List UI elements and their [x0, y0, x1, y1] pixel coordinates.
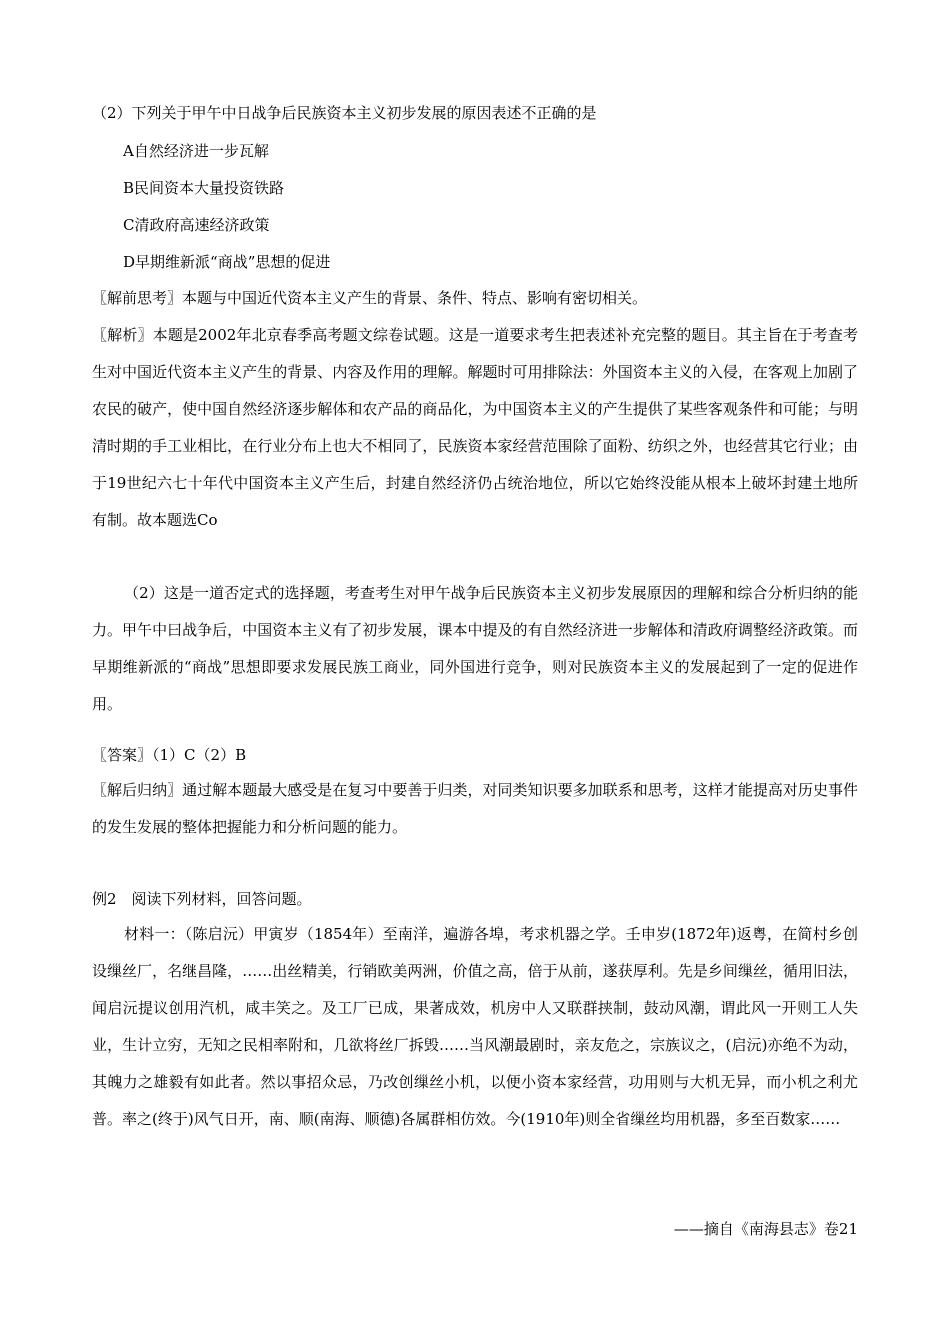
option-d: D早期维新派“商战”思想的促进	[123, 253, 331, 271]
option-a: A自然经济进一步瓦解	[123, 142, 269, 160]
post-summary: 〖解后归纳〗通过解本题最大感受是在复习中要善于归类，对同类知识要多加联系和思考，这样才能提高对历史事件的发生发展的整体把握能力和分析问题的能力。	[92, 781, 858, 836]
material-one: 材料一：（陈启沅）甲寅岁（1854年）至南洋，遍游各埠，考求机器之学。壬申岁(1872年)返粤，在简村乡创设缫丝厂，名继昌隆，……出丝精美，行销欧美两洲，价值之高，倍于从前，遂获厚利。先是乡间缫丝，循用旧法，闻启沅提议创用汽机，咸丰笑之。及工厂已成，果著成效，机房中人又联群挟制，鼓动风潮，谓此风一开则工人失业，生计立穷，无知之民相率附和，几欲将丝厂拆毁……当风潮最剧时，亲友危之，宗族议之，(启沅)亦绝不为动，其魄力之雄毅有如此者。然以事招众忌，乃改创缫丝小机，以便小资本家经营，功用则与大机无异，而小机之利尤普。率之(终于)风气日开，南、顺(南海、顺德)各属群相仿效。今(1910年)则全省缫丝均用机器，多至百数家……	[92, 925, 858, 1128]
option-b: B民间资本大量投资铁路	[123, 179, 285, 197]
question-stem: （2）下列关于甲午中日战争后民族资本主义初步发展的原因表述不正确的是	[92, 104, 597, 122]
analysis-part1: 〖解析〗本题是2002年北京春季高考题文综卷试题。这是一道要求考生把表述补充完整的题目。其主旨在于考查考生对中国近代资本主义产生的背景、内容及作用的理解。解题时可用排除法：外国资本主义的入侵，在客观上加剧了农民的破产，使中国自然经济逐步解体和农产品的商品化，为中国资本主义的产生提供了某些客观条件和可能；与明清时期的手工业相比，在行业分布上也大不相同了，民族资本家经营范围除了面粉、纺织之外，也经营其它行业；由于19世纪六七十年代中国资本主义产生后，封建自然经济仍占统治地位，所以它始终没能从根本上破坏封建土地所有制。故本题选Co	[92, 326, 858, 529]
pre-thinking: 〖解前思考〗本题与中国近代资本主义产生的背景、条件、特点、影响有密切相关。	[92, 289, 648, 307]
material-source: ——摘自《南海县志》卷21	[673, 1220, 858, 1238]
analysis-part2: （2）这是一道否定式的选择题，考查考生对甲午战争后民族资本主义初步发展原因的理解和综合分析归纳的能力。甲午中曰战争后，中国资本主义有了初步发展，课本中提及的有自然经济进一步解体和清政府调整经济政策。而早期维新派的“商战”思想即要求发展民族工商业，同外国进行竞争，则对民族资本主义的发展起到了一定的促进作用。	[92, 584, 858, 713]
example-title: 例2 阅读下列材料，回答问题。	[92, 890, 312, 908]
answer: 〖答案〗（1）C（2）B	[92, 746, 247, 764]
option-c: C清政府高速经济政策	[123, 216, 270, 234]
